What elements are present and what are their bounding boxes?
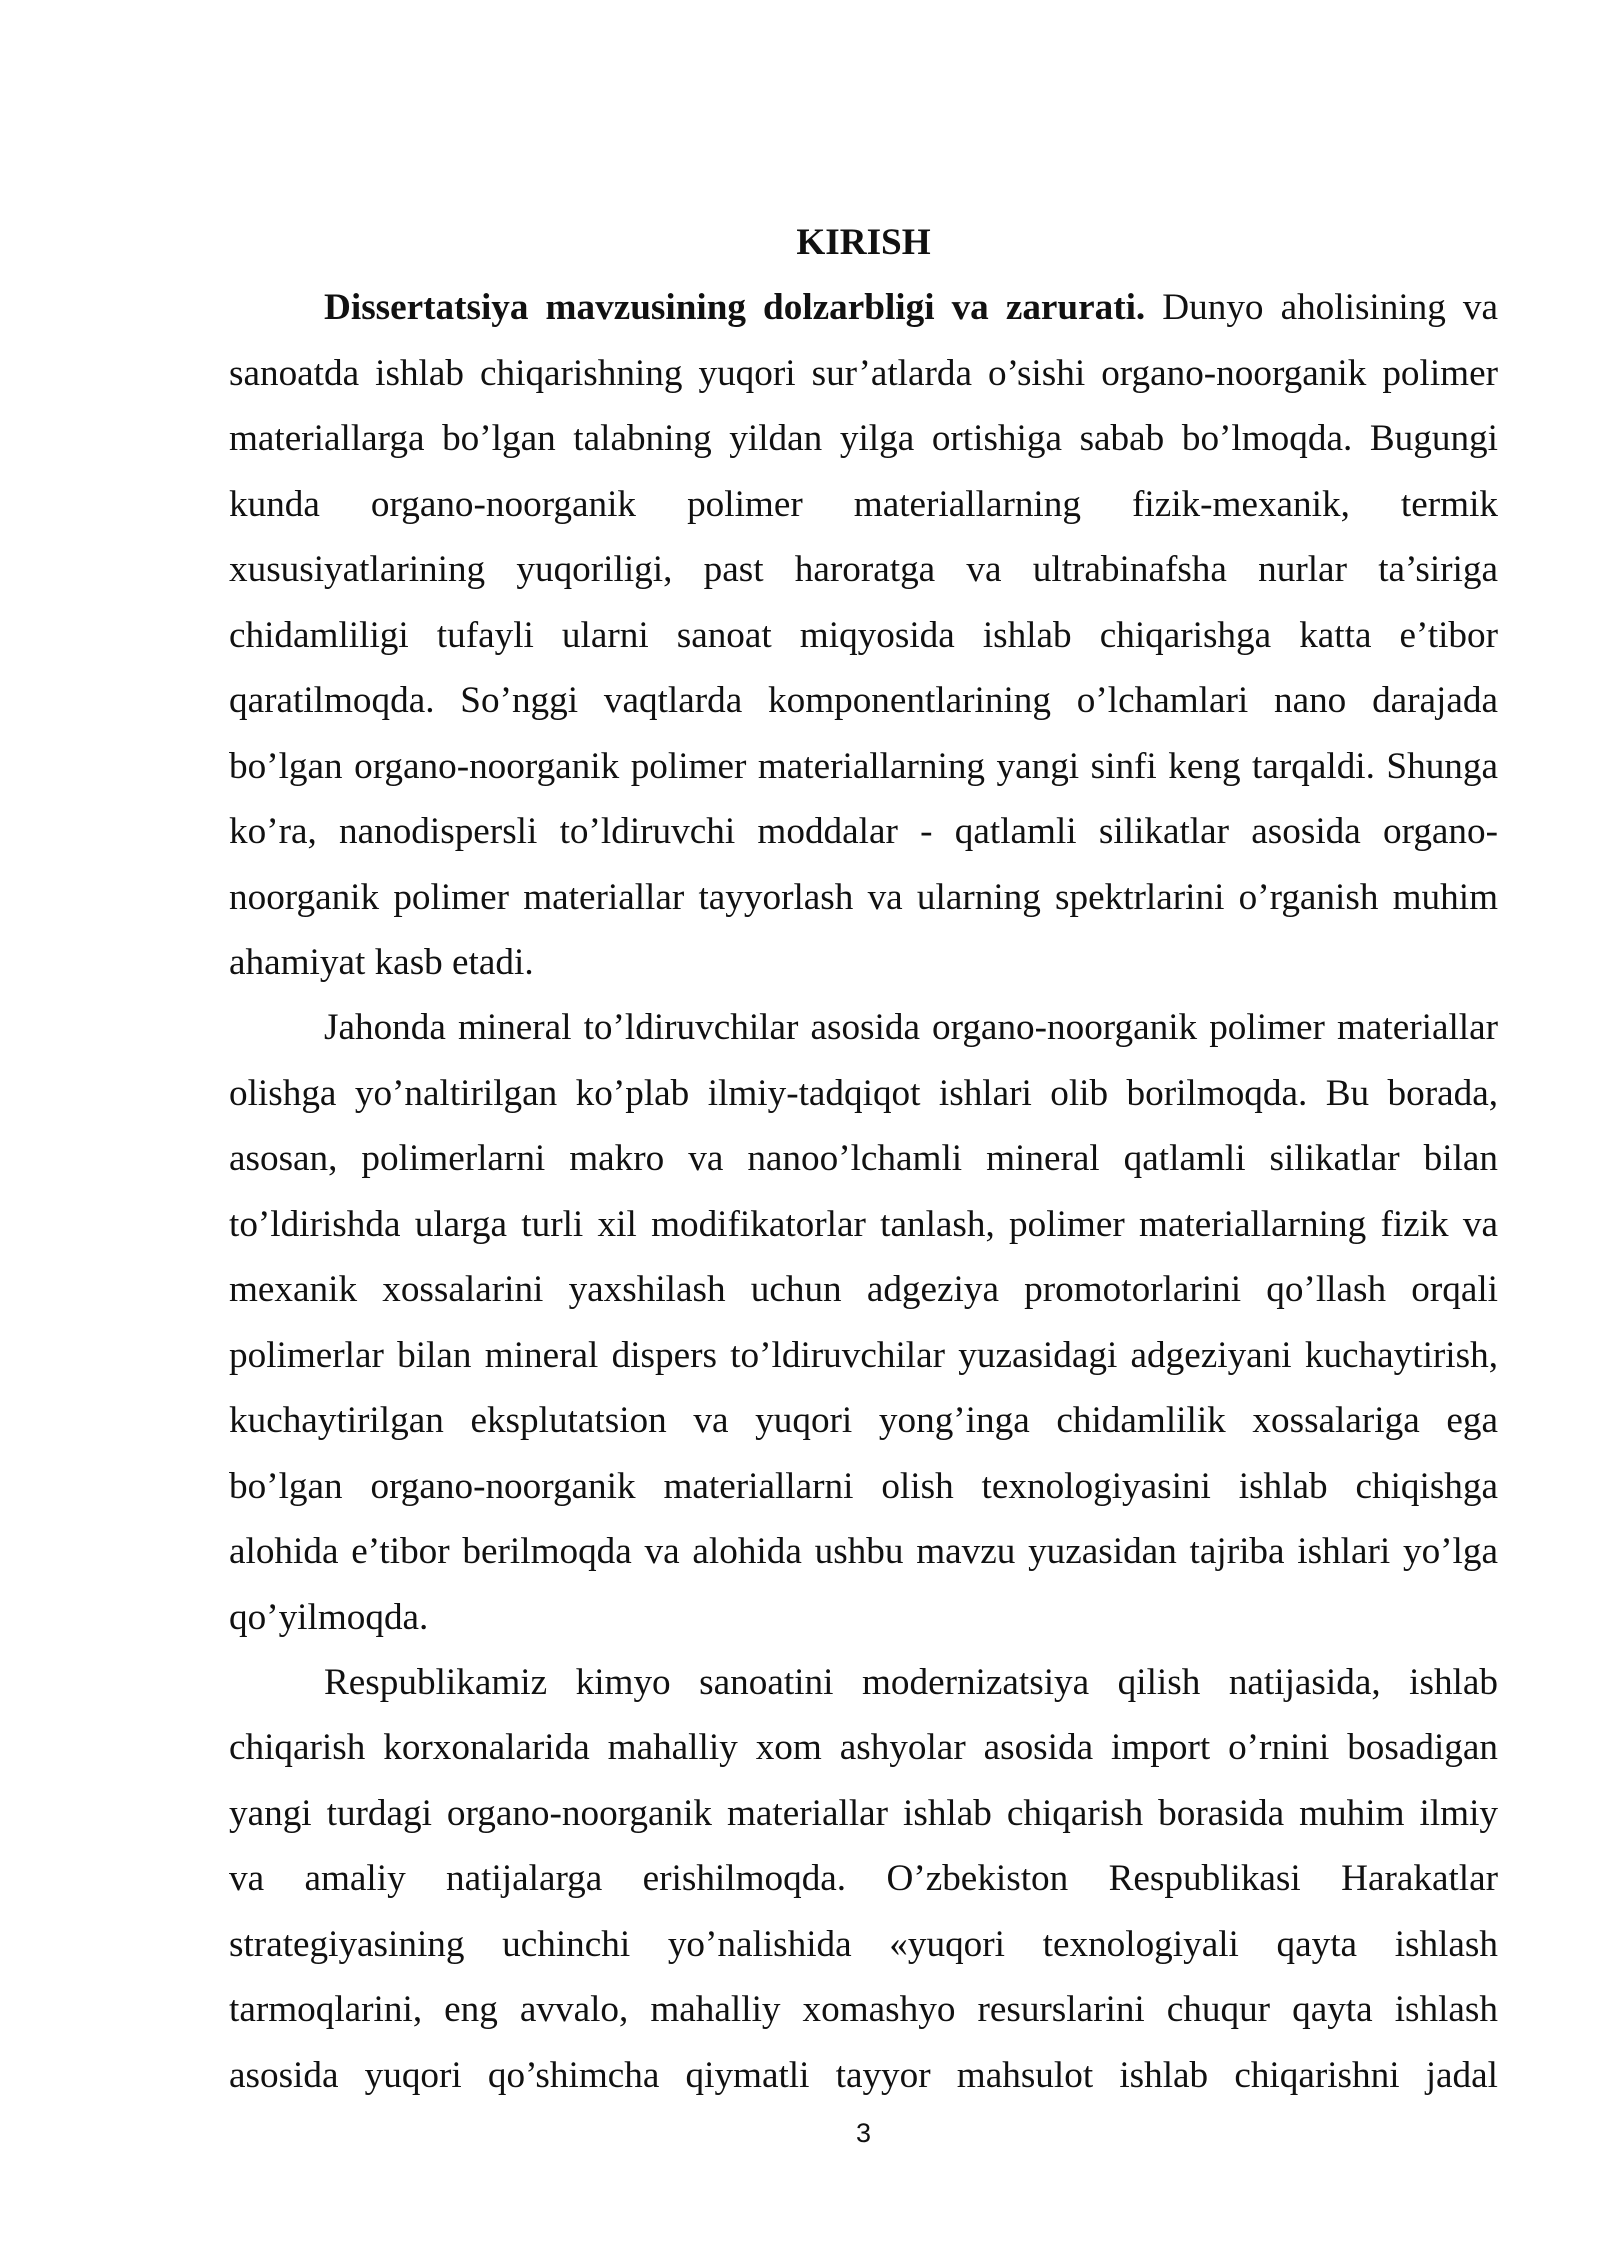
- text-line: kunda organo-noorganik polimer materiallarning fizik-mexanik, termik: [229, 483, 1498, 525]
- run-in-heading: Dissertatsiya mavzusining dolzarbligi va zarurati.: [324, 287, 1146, 329]
- text-line: noorganik polimer materiallar tayyorlash va ularning spektrlarini o’rganish muhim: [229, 876, 1498, 918]
- paragraph: [229, 275, 1498, 995]
- paragraph: [229, 995, 1498, 1650]
- text-line: ahamiyat kasb etadi.: [229, 941, 534, 983]
- body-text: [229, 210, 1498, 2108]
- text-line: xususiyatlarining yuqoriligi, past haroratga va ultrabinafsha nurlar ta’siriga: [229, 549, 1498, 591]
- text-line: sanoatda ishlab chiqarishning yuqori sur’atlarda o’sishi organo-noorganik polimer: [229, 352, 1498, 394]
- text-line: polimerlar bilan mineral dispers to’ldiruvchilar yuzasidagi adgeziyani kuchaytirish,: [229, 1334, 1498, 1376]
- text-line: asosida yuqori qo’shimcha qiymatli tayyor mahsulot ishlab chiqarishni jadal: [229, 2054, 1498, 2096]
- text-line: qo’yilmoqda.: [229, 1596, 429, 1638]
- text-line: kuchaytirilgan eksplutatsion va yuqori yong’inga chidamlilik xossalariga ega: [229, 1400, 1498, 1442]
- text-line: to’ldirishda ularga turli xil modifikatorlar tanlash, polimer materiallarning fizik va: [229, 1203, 1498, 1245]
- text-line: tarmoqlarini, eng avvalo, mahalliy xomashyo resurslarini chuqur qayta ishlash: [229, 1989, 1498, 2031]
- text-line: yangi turdagi organo-noorganik materiallar ishlab chiqarish borasida muhim ilmiy: [229, 1792, 1498, 1834]
- text-line: alohida e’tibor berilmoqda va alohida ushbu mavzu yuzasidan tajriba ishlari yo’lga: [229, 1531, 1498, 1573]
- text-run: Dunyo aholisining va: [1162, 287, 1499, 329]
- text-line: mexanik xossalarini yaxshilash uchun adgeziya promotorlarini qo’llash orqali: [229, 1269, 1498, 1311]
- text-line: bo’lgan organo-noorganik polimer materiallarning yangi sinfi keng tarqaldi. Shunga: [229, 745, 1498, 787]
- text-line: chidamliligi tufayli ularni sanoat miqyosida ishlab chiqarishga katta e’tibor: [229, 614, 1498, 656]
- text-line: [229, 275, 1498, 340]
- text-line: olishga yo’naltirilgan ko’plab ilmiy-tadqiqot ishlari olib borilmoqda. Bu borada,: [229, 1072, 1498, 1114]
- text-line: bo’lgan organo-noorganik materiallarni olish texnologiyasini ishlab chiqishga: [229, 1465, 1498, 1507]
- text-line: chiqarish korxonalarida mahalliy xom ashyolar asosida import o’rnini bosadigan: [229, 1727, 1498, 1769]
- text-line: ko’ra, nanodispersli to’ldiruvchi moddalar - qatlamli silikatlar asosida organo-: [229, 811, 1498, 853]
- text-line: strategiyasining uchinchi yo’nalishida «yuqori texnologiyali qayta ishlash: [229, 1923, 1498, 1965]
- page-number: 3: [855, 2118, 872, 2148]
- paragraph: [229, 1650, 1498, 2108]
- text-line: asosan, polimerlarni makro va nanoo’lchamli mineral qatlamli silikatlar bilan: [229, 1138, 1498, 1180]
- section-title: KIRISH: [796, 222, 931, 263]
- text-line: va amaliy natijalarga erishilmoqda. O’zbekiston Respublikasi Harakatlar: [229, 1858, 1498, 1900]
- text-line: Respublikamiz kimyo sanoatini modernizatsiya qilish natijasida, ishlab: [324, 1661, 1498, 1703]
- text-line: Jahonda mineral to’ldiruvchilar asosida organo-noorganik polimer materiallar: [324, 1007, 1498, 1049]
- text-line: qaratilmoqda. So’nggi vaqtlarda komponentlarining o’lchamlari nano darajada: [229, 680, 1498, 722]
- text-line: materiallarga bo’lgan talabning yildan yilga ortishiga sabab bo’lmoqda. Bugungi: [229, 418, 1498, 460]
